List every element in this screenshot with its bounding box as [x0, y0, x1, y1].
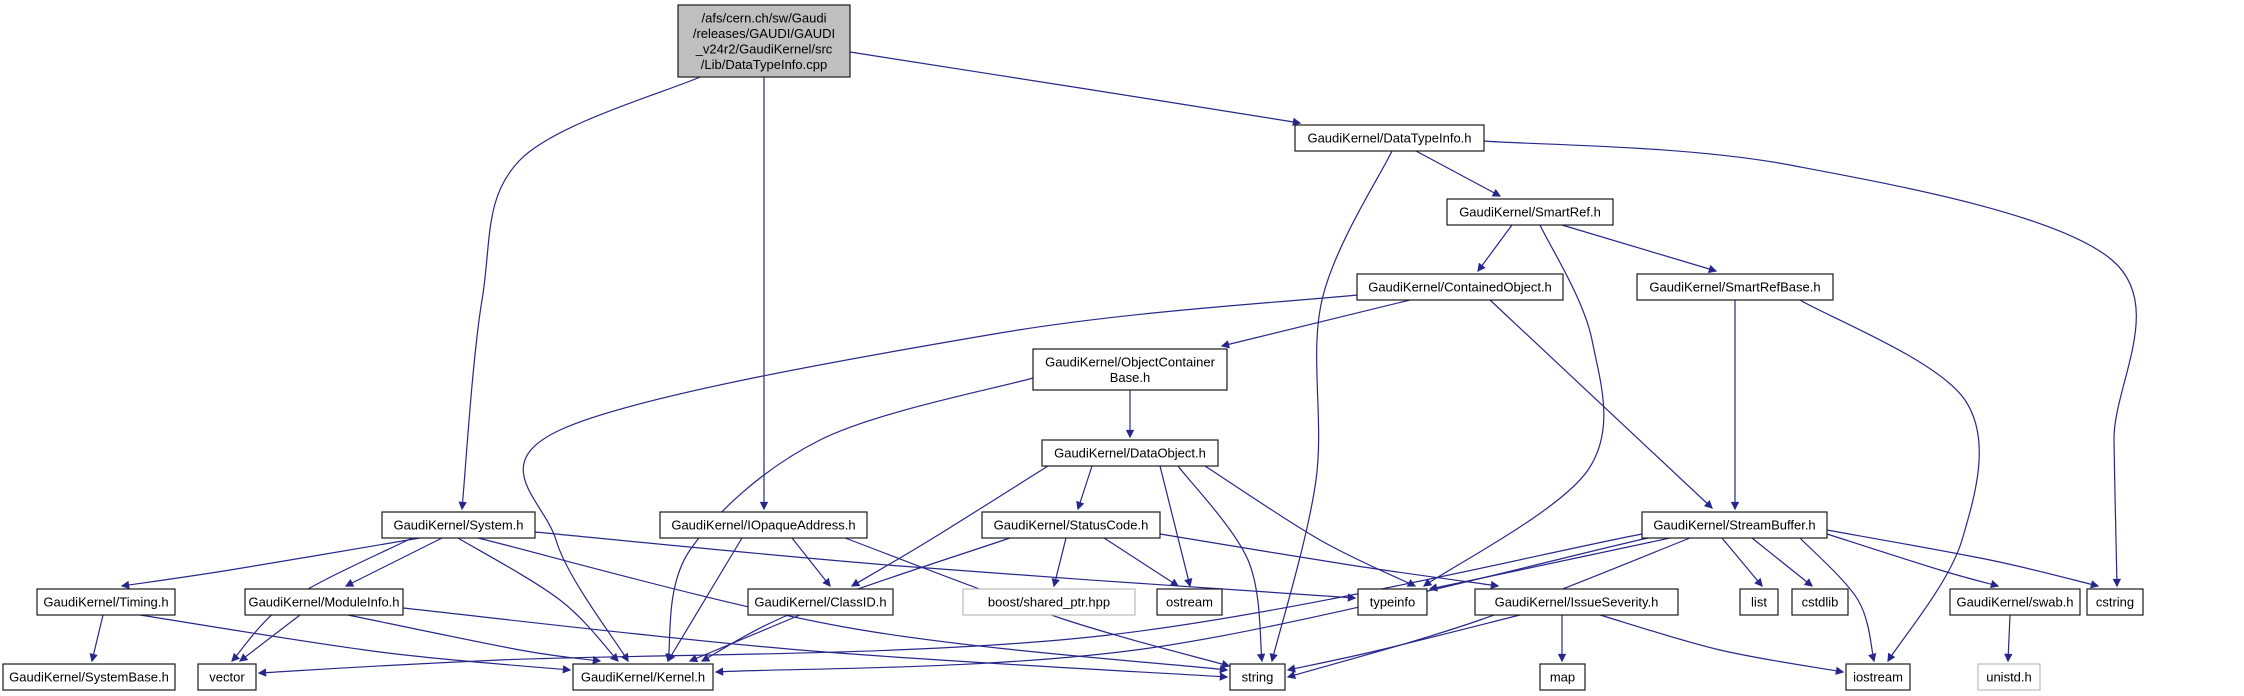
node-containedobject[interactable]: [1357, 274, 1563, 300]
node-objectcontainerbase[interactable]: [1033, 349, 1227, 390]
edge-timing-to-kernel: [140, 615, 570, 670]
node-dataobject[interactable]: [1042, 440, 1218, 466]
edge-statuscode-to-ostream: [1104, 538, 1178, 586]
edge-smartref-to-containedobject: [1478, 225, 1512, 271]
edge-system-to-typeinfo: [535, 532, 1355, 598]
edge-moduleinfo-to-vector: [240, 615, 300, 661]
node-vector[interactable]: [198, 664, 256, 690]
edge-containedobject-to-kernel: [523, 295, 1357, 661]
node-map[interactable]: [1540, 664, 1585, 690]
edge-streambuffer-to-vector: [259, 534, 1642, 673]
edge-iopaqueaddress-to-kernel: [668, 538, 742, 661]
node-datatypeinfo[interactable]: [1295, 125, 1484, 151]
node-label-statuscode: GaudiKernel/StatusCode.h: [993, 517, 1149, 533]
node-label-cstdlib: cstdlib: [1801, 594, 1839, 610]
node-label-vector: vector: [209, 669, 245, 685]
edge-issueseverity-to-string: [1288, 615, 1520, 670]
node-kernel[interactable]: [573, 664, 713, 690]
edge-dataobject-to-typeinfo: [1205, 466, 1415, 586]
node-unistd: [1978, 664, 2040, 690]
edge-timing-to-systembase: [92, 615, 103, 661]
node-label-timing: GaudiKernel/Timing.h: [43, 594, 169, 610]
node-classid[interactable]: [748, 589, 893, 615]
node-timing[interactable]: [37, 589, 175, 615]
edge-root-to-datatypeinfo: [850, 52, 1300, 123]
node-label-ostream: ostream: [1166, 594, 1213, 610]
node-label-containedobject: GaudiKernel/ContainedObject.h: [1368, 279, 1552, 295]
node-list[interactable]: [1740, 589, 1778, 615]
node-label-system: GaudiKernel/System.h: [393, 517, 524, 533]
node-label-iostream: iostream: [1853, 669, 1903, 685]
node-label-issueseverity: GaudiKernel/IssueSeverity.h: [1494, 594, 1659, 610]
edge-containedobject-to-streambuffer: [1490, 300, 1712, 508]
node-label-kernel: GaudiKernel/Kernel.h: [580, 669, 706, 685]
node-label-map: map: [1549, 669, 1576, 685]
node-typeinfo[interactable]: [1358, 589, 1427, 615]
node-label-iopaqueaddress: GaudiKernel/IOpaqueAddress.h: [671, 517, 856, 533]
node-label-moduleinfo: GaudiKernel/ModuleInfo.h: [248, 594, 400, 610]
node-boost: [963, 589, 1135, 615]
node-smartref[interactable]: [1447, 199, 1613, 225]
node-label-smartrefbase: GaudiKernel/SmartRefBase.h: [1649, 279, 1821, 295]
node-systembase[interactable]: [3, 664, 175, 690]
edge-datatypeinfo-to-string: [1272, 151, 1392, 661]
node-label-systembase: GaudiKernel/SystemBase.h: [9, 669, 169, 685]
node-label-unistd: unistd.h: [1986, 669, 2032, 685]
node-iopaqueaddress[interactable]: [660, 512, 867, 538]
node-label-list: list: [1751, 594, 1767, 610]
edge-streambuffer-to-swab: [1827, 534, 1998, 586]
node-cstring[interactable]: [2087, 589, 2143, 615]
node-label-typeinfo: typeinfo: [1369, 594, 1416, 610]
edge-moduleinfo-to-kernel: [348, 615, 600, 661]
edge-statuscode-to-issueseverity: [1160, 534, 1498, 586]
node-ostream[interactable]: [1157, 589, 1222, 615]
node-label-root: /afs/cern.ch/sw/Gaudi /releases/GAUDI/GAUDI _v24r2/GaudiKernel/src /Lib/DataTypeInfo.cpp: [692, 10, 836, 72]
node-smartrefbase[interactable]: [1637, 274, 1833, 300]
edge-system-to-timing: [122, 538, 420, 586]
edge-dataobject-to-statuscode: [1078, 466, 1092, 509]
edge-streambuffer-to-list: [1722, 538, 1762, 586]
edge-streambuffer-to-cstdlib: [1752, 538, 1812, 586]
edge-issueseverity-to-iostream: [1600, 615, 1843, 672]
node-label-dataobject: GaudiKernel/DataObject.h: [1054, 445, 1206, 461]
edge-smartref-to-smartrefbase: [1562, 225, 1716, 271]
edge-swab-to-unistd: [2008, 615, 2010, 661]
node-label-cstring: cstring: [2095, 594, 2135, 610]
edge-containedobject-to-objectcontainerbase: [1222, 300, 1410, 346]
node-swab[interactable]: [1950, 589, 2080, 615]
edge-iopaqueaddress-to-classid: [792, 538, 830, 586]
node-iostream[interactable]: [1846, 664, 1910, 690]
node-cstdlib[interactable]: [1792, 589, 1848, 615]
edge-datatypeinfo-to-smartref: [1416, 151, 1500, 196]
node-streambuffer[interactable]: [1642, 512, 1827, 538]
edge-dataobject-to-ostream: [1160, 466, 1190, 586]
node-label-datatypeinfo: GaudiKernel/DataTypeInfo.h: [1307, 130, 1472, 146]
edge-root-to-system: [462, 77, 700, 509]
node-system[interactable]: [382, 512, 535, 538]
node-label-streambuffer: GaudiKernel/StreamBuffer.h: [1653, 517, 1816, 533]
node-string[interactable]: [1230, 664, 1285, 690]
node-label-swab: GaudiKernel/swab.h: [1956, 594, 2074, 610]
node-label-objectcontainerbase: GaudiKernel/ObjectContainer Base.h: [1045, 354, 1215, 385]
node-moduleinfo[interactable]: [245, 589, 403, 615]
node-label-boost: boost/shared_ptr.hpp: [987, 594, 1111, 610]
node-root[interactable]: [678, 5, 850, 77]
node-label-classid: GaudiKernel/ClassID.h: [754, 594, 887, 610]
node-label-smartref: GaudiKernel/SmartRef.h: [1459, 204, 1601, 220]
node-statuscode[interactable]: [982, 512, 1160, 538]
edge-statuscode-to-boost: [1054, 538, 1066, 586]
node-label-string: string: [1241, 669, 1274, 685]
node-issueseverity[interactable]: [1475, 589, 1678, 615]
